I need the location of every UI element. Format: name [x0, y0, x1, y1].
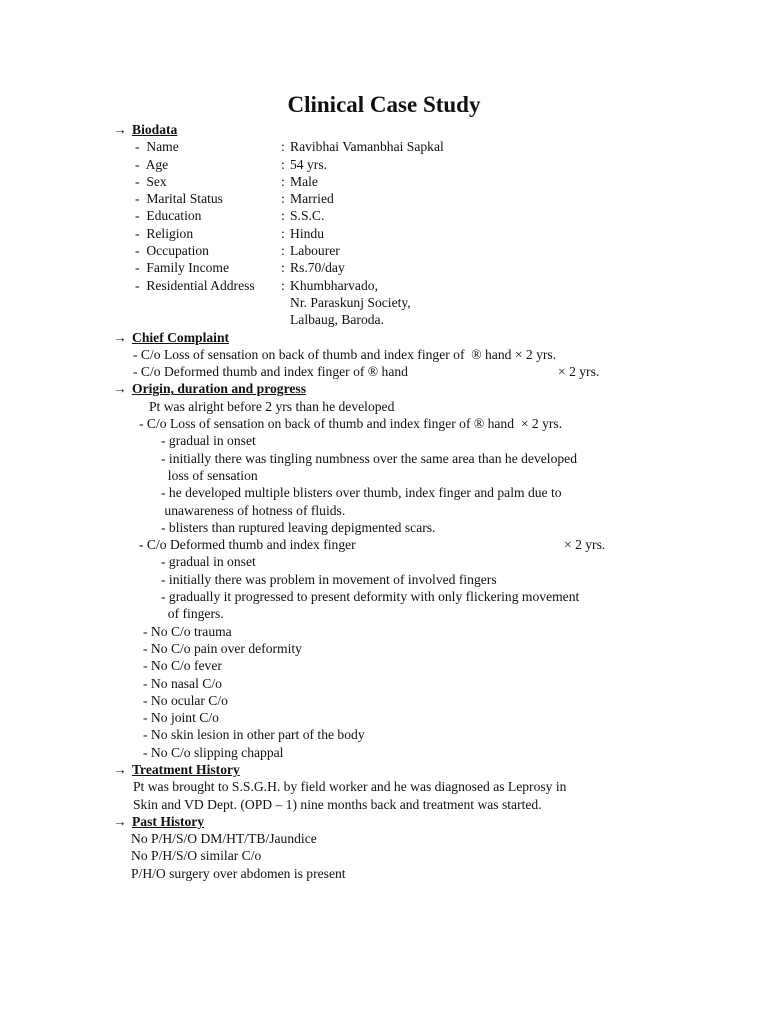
biodata-value: Labourer — [290, 243, 340, 259]
arrow-icon: → — [113, 122, 127, 137]
arrow-icon: → — [113, 381, 127, 397]
complaint-line: - C/o Deformed thumb and index finger of ® hand × 2 yrs. — [133, 364, 600, 380]
biodata-label: - Education — [135, 208, 202, 224]
biodata-colon: : — [281, 225, 285, 241]
biodata-value: Rs.70/day — [290, 260, 345, 276]
address-line: Lalbaug, Baroda. — [290, 312, 384, 328]
biodata-row — [113, 190, 733, 207]
treatment-line: Skin and VD Dept. (OPD – 1) nine months back and treatment was started. — [133, 796, 542, 812]
section-heading-chief-complaint: → Chief Complaint — [113, 329, 230, 345]
progress-item: - he developed multiple blisters over thumb, index finger and palm due to — [161, 485, 562, 501]
biodata-colon: : — [281, 139, 285, 155]
biodata-value: Khumbharvado, — [290, 277, 378, 293]
progress-item: - gradual in onset — [161, 433, 256, 449]
progress-item: loss of sensation — [161, 467, 258, 483]
biodata-row — [113, 225, 733, 242]
biodata-label: - Name — [135, 139, 179, 155]
progress-item: unawareness of hotness of fluids. — [161, 502, 346, 518]
arrow-icon: → — [113, 329, 127, 345]
negative-history-item: - No skin lesion in other part of the body — [143, 727, 365, 743]
complaint-line: - C/o Deformed thumb and index finger × 2 yrs. — [139, 537, 606, 553]
biodata-row — [113, 242, 733, 259]
progress-item: of fingers. — [161, 606, 224, 622]
past-history-line: No P/H/S/O similar C/o — [131, 848, 262, 864]
progress-item: - gradually it progressed to present deformity with only flickering movement — [161, 589, 580, 605]
biodata-value: S.S.C. — [290, 208, 325, 224]
progress-item: - blisters than ruptured leaving depigmented scars. — [161, 519, 436, 535]
biodata-row — [113, 207, 733, 224]
arrow-icon: → — [113, 761, 127, 777]
biodata-row — [113, 277, 733, 294]
negative-history-item: - No nasal C/o — [143, 675, 222, 691]
biodata-row — [113, 173, 733, 190]
section-heading-past-history: → Past History — [113, 813, 205, 829]
progress-item: - initially there was problem in movement of involved fingers — [161, 571, 497, 587]
progress-item: - gradual in onset — [161, 554, 256, 570]
past-history-line: No P/H/S/O DM/HT/TB/Jaundice — [131, 831, 317, 847]
biodata-label: - Residential Address — [135, 277, 255, 293]
biodata-value: Hindu — [290, 225, 324, 241]
section-heading-treatment: → Treatment History — [113, 761, 240, 777]
biodata-row — [113, 156, 733, 173]
negative-history-item: - No C/o slipping chappal — [143, 744, 284, 760]
biodata-colon: : — [281, 260, 285, 276]
biodata-row — [113, 138, 733, 155]
progress-item: - initially there was tingling numbness over the same area than he developed — [161, 450, 577, 466]
biodata-label: - Religion — [135, 225, 194, 241]
biodata-value: Married — [290, 191, 334, 207]
document-title: Clinical Case Study — [287, 92, 481, 117]
arrow-icon: → — [113, 813, 127, 829]
complaint-line: - C/o Loss of sensation on back of thumb and index finger of ® hand × 2 yrs. — [139, 416, 563, 432]
negative-history-item: - No C/o trauma — [143, 623, 232, 639]
biodata-colon: : — [281, 277, 285, 293]
biodata-label: - Age — [135, 156, 169, 172]
past-history-line: P/H/O surgery over abdomen is present — [131, 865, 346, 881]
address-line: Nr. Paraskunj Society, — [290, 294, 411, 310]
biodata-value: 54 yrs. — [290, 156, 328, 172]
biodata-value: Ravibhai Vamanbhai Sapkal — [290, 139, 444, 155]
negative-history-item: - No joint C/o — [143, 710, 219, 726]
negative-history-item: - No ocular C/o — [143, 692, 228, 708]
biodata-colon: : — [281, 243, 285, 259]
biodata-label: - Sex — [135, 173, 167, 189]
section-heading-origin: → Origin, duration and progress — [113, 381, 306, 397]
biodata-colon: : — [281, 191, 285, 207]
negative-history-item: - No C/o pain over deformity — [143, 640, 302, 656]
origin-intro: Pt was alright before 2 yrs than he developed — [149, 398, 395, 414]
treatment-line: Pt was brought to S.S.G.H. by field worker and he was diagnosed as Leprosy in — [133, 779, 567, 795]
negative-history-item: - No C/o fever — [143, 658, 222, 674]
biodata-label: - Family Income — [135, 260, 230, 276]
biodata-colon: : — [281, 208, 285, 224]
biodata-row — [113, 259, 733, 276]
section-heading-biodata: → Biodata — [113, 122, 178, 137]
biodata-value: Male — [290, 173, 318, 189]
biodata-colon: : — [281, 173, 285, 189]
document-body — [113, 121, 733, 882]
complaint-line: - C/o Loss of sensation on back of thumb and index finger of ® hand × 2 yrs. — [133, 346, 557, 362]
biodata-colon: : — [281, 156, 285, 172]
biodata-label: - Marital Status — [135, 191, 223, 207]
biodata-label: - Occupation — [135, 243, 209, 259]
